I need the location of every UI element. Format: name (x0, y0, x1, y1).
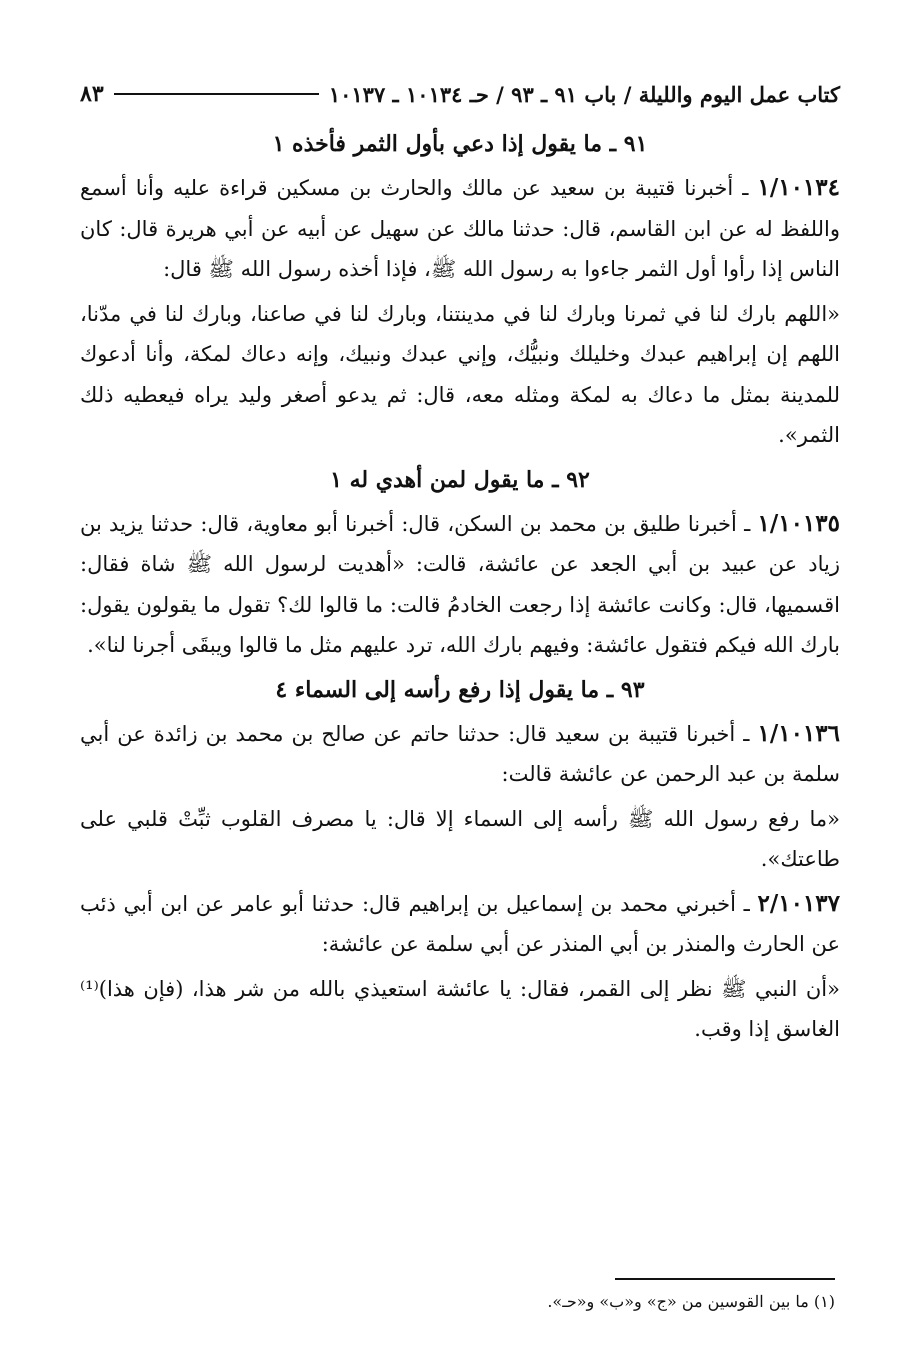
hadith-number: ٢/١٠١٣٧ (757, 889, 840, 917)
hadith-number: ١/١٠١٣٤ (757, 174, 840, 201)
hadith-text: ـ أخبرنا قتيبة بن سعيد عن مالك والحارث بن مسكين قراءة عليه وأنا أسمع واللفظ له عن ابن القاسم، قال: حدثنا مالك عن سهيل عن أبيه عن أبي هريرة قال: كان الناس إذا رأوا أول الثمر جاءوا به رسول الله ﷺ، فإذا أخذه رسول الله ﷺ قال: (80, 176, 840, 281)
hadith-paragraph (80, 799, 840, 880)
running-header (80, 68, 840, 120)
header-rule (114, 93, 319, 95)
section-title-93: ٩٣ ـ ما يقول إذا رفع رأسه إلى السماء ٤ (275, 676, 645, 703)
footnote: (١) ما بين القوسين من «ج» و«ب» و«حـ». (547, 1292, 835, 1311)
section-title-91: ٩١ ـ ما يقول إذا دعي بأول الثمر فأخذه ١ (272, 131, 648, 157)
hadith-text: ـ أخبرنا طليق بن محمد بن السكن، قال: أخبرنا أبو معاوية، قال: حدثنا يزيد بن زياد عن عبيد بن أبي الجعد عن عائشة، قالت: «أهديت لرسول الله ﷺ شاة فقال: اقسميها، قال: وكانت عائشة إذا رجعت الخادمُ قالت: ما قالوا لك؟ تقول ما يقولون يقول: بارك الله فيكم فتقول عائشة: وفيهم بارك الله، ترد عليهم مثل ما قالوا ويبقَى أجرنا لنا». (80, 511, 840, 657)
hadith-text: «ما رفع رسول الله ﷺ رأسه إلى السماء إلا قال: يا مصرف القلوب ثبِّتْ قلبي على طاعتك». (80, 806, 840, 871)
hadith-paragraph (80, 504, 840, 666)
hadith-text: ـ أخبرني محمد بن إسماعيل بن إبراهيم قال: حدثنا أبو عامر عن ابن أبي ذئب عن الحارث والمنذر بن أبي المنذر عن أبي سلمة عن عائشة: (80, 891, 840, 956)
hadith-paragraph (80, 884, 840, 965)
header-title: كتاب عمل اليوم والليلة / باب ٩١ ـ ٩٣ / حـ ١٠١٣٤ ـ ١٠١٣٧ (328, 81, 840, 107)
hadith-paragraph (80, 969, 840, 1050)
section-title-92: ٩٢ ـ ما يقول لمن أهدي له ١ (330, 466, 590, 493)
hadith-text: «اللهم بارك لنا في ثمرنا وبارك لنا في مدينتنا، وبارك لنا في صاعنا، وبارك لنا في مدّنا، اللهم إن إبراهيم عبدك وخليلك ونبيُّك، وإني عبدك ونبيك، وإنه دعاك لمكة، وأنا أدعوك للمدينة بمثل ما دعاك به لمكة ومثله معه، قال: ثم يدعو أصغر وليد يراه فيعطيه ذلك الثمر». (80, 301, 840, 447)
hadith-number: ١/١٠١٣٥ (757, 509, 840, 537)
hadith-paragraph (80, 294, 840, 456)
hadith-number: ١/١٠١٣٦ (757, 719, 840, 747)
hadith-paragraph (80, 714, 840, 795)
page (80, 68, 840, 1050)
hadith-text: «أن النبي ﷺ نظر إلى القمر، فقال: يا عائشة استعيذي بالله من شر هذا، (فإن هذا)⁽¹⁾ الغاسق إذا وقب. (80, 976, 840, 1041)
hadith-text: ـ أخبرنا قتيبة بن سعيد قال: حدثنا حاتم عن صالح بن محمد بن زائدة عن أبي سلمة بن عبد الرحمن عن عائشة قالت: (80, 721, 840, 786)
page-number: ٨٣ (80, 81, 104, 107)
footnote-rule (615, 1278, 835, 1280)
hadith-paragraph (80, 168, 840, 290)
